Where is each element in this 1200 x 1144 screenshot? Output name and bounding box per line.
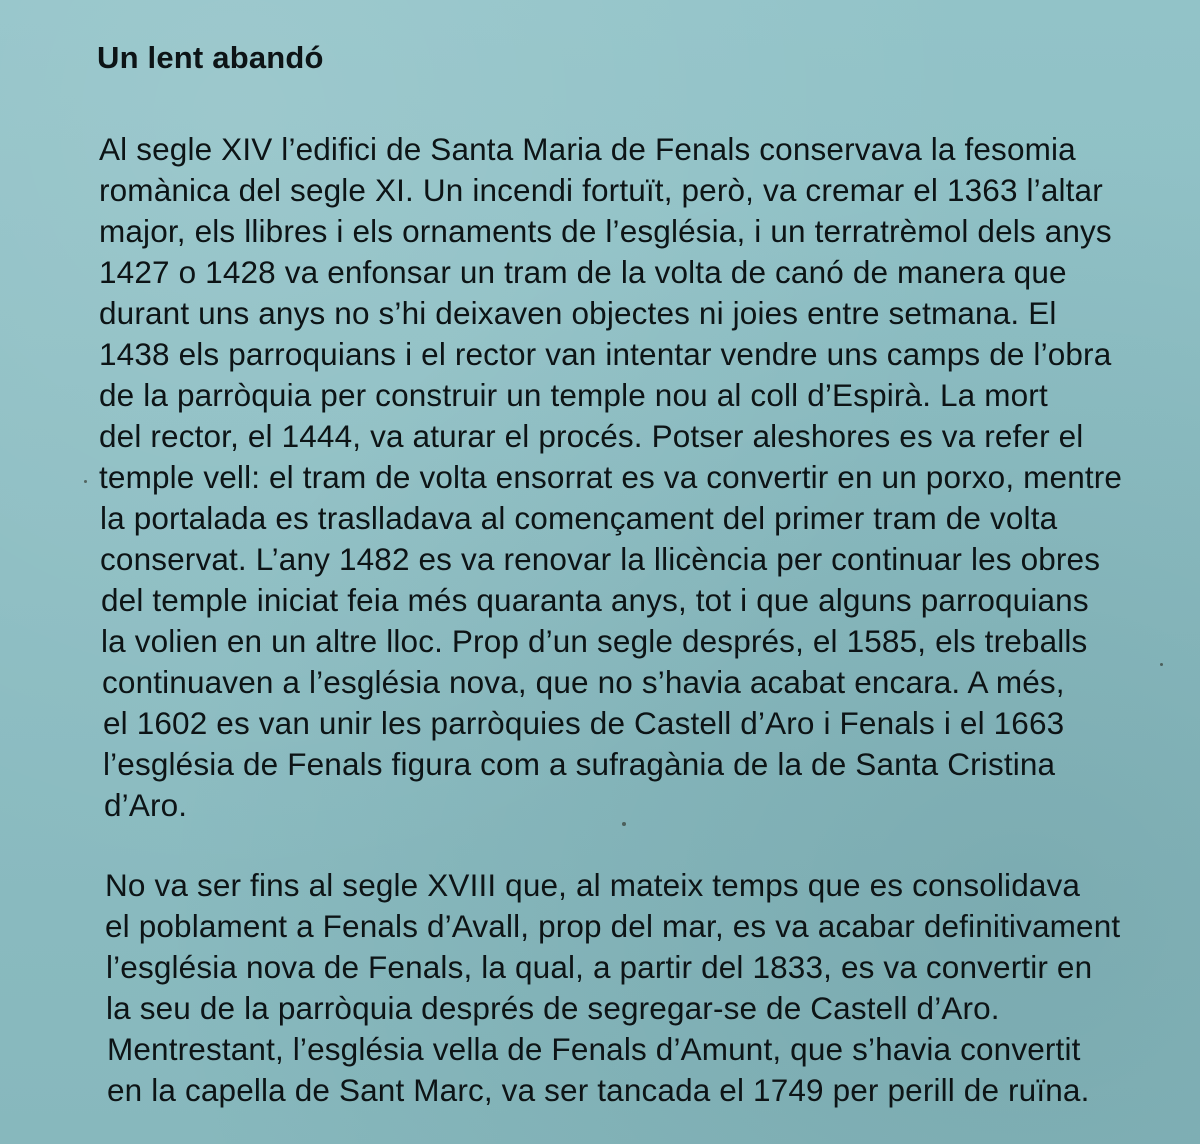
paragraph-1-line: major, els llibres i els ornaments de l’església, i un terratrèmol dels anys bbox=[99, 213, 1112, 249]
paragraph-1-line: 1427 o 1428 va enfonsar un tram de la volta de canó de manera que bbox=[99, 254, 1067, 290]
paragraph-1-line: continuaven a l’església nova, que no s’havia acabat encara. A més, bbox=[102, 664, 1065, 700]
paragraph-1-line: la portalada es traslladava al començament del primer tram de volta bbox=[100, 500, 1058, 536]
paragraph-2-line: la seu de la parròquia després de segregar-se de Castell d’Aro. bbox=[106, 990, 1000, 1026]
paragraph-1-line: del temple iniciat feia més quaranta anys, tot i que alguns parroquians bbox=[101, 582, 1089, 618]
paragraph-2-line: l’església nova de Fenals, la qual, a partir del 1833, es va convertir en bbox=[106, 949, 1093, 985]
paragraph-1-line: el 1602 es van unir les parròquies de Castell d’Aro i Fenals i el 1663 bbox=[103, 705, 1065, 741]
paragraph-1-line: l’església de Fenals figura com a sufragània de la de Santa Cristina bbox=[103, 746, 1056, 782]
paragraph-2-line: Mentrestant, l’església vella de Fenals d’Amunt, que s’havia convertit bbox=[107, 1031, 1081, 1067]
dust-speck bbox=[622, 822, 626, 826]
dust-speck bbox=[1160, 663, 1163, 666]
paragraph-1-line: conservat. L’any 1482 es va renovar la llicència per continuar les obres bbox=[100, 541, 1101, 577]
paragraph-2-line: el poblament a Fenals d’Avall, prop del mar, es va acabar definitivament bbox=[105, 908, 1121, 944]
dust-speck bbox=[84, 480, 87, 483]
paragraph-1-line: de la parròquia per construir un temple nou al coll d’Espirà. La mort bbox=[99, 377, 1048, 413]
paragraph-1-line: del rector, el 1444, va aturar el procés. Potser aleshores es va refer el bbox=[99, 418, 1084, 454]
paragraph-1-line: 1438 els parroquians i el rector van intentar vendre uns camps de l’obra bbox=[99, 336, 1112, 372]
paragraph-1-line: temple vell: el tram de volta ensorrat es va convertir en un porxo, mentre bbox=[99, 459, 1123, 495]
paragraph-1-line: Al segle XIV l’edifici de Santa Maria de Fenals conservava la fesomia bbox=[99, 131, 1076, 167]
paragraph-1-line: romànica del segle XI. Un incendi fortuït, però, va cremar el 1363 l’altar bbox=[99, 172, 1103, 208]
paragraph-1-line: la volien en un altre lloc. Prop d’un segle després, el 1585, els treballs bbox=[101, 623, 1088, 659]
paragraph-1-line: durant uns anys no s’hi deixaven objectes ni joies entre setmana. El bbox=[99, 295, 1057, 331]
paragraph-2-line: No va ser fins al segle XVIII que, al mateix temps que es consolidava bbox=[105, 867, 1081, 903]
paragraph-2-line: en la capella de Sant Marc, va ser tancada el 1749 per perill de ruïna. bbox=[107, 1072, 1090, 1108]
paragraph-1-line: d’Aro. bbox=[104, 787, 188, 823]
sign-title: Un lent abandó bbox=[97, 40, 324, 75]
